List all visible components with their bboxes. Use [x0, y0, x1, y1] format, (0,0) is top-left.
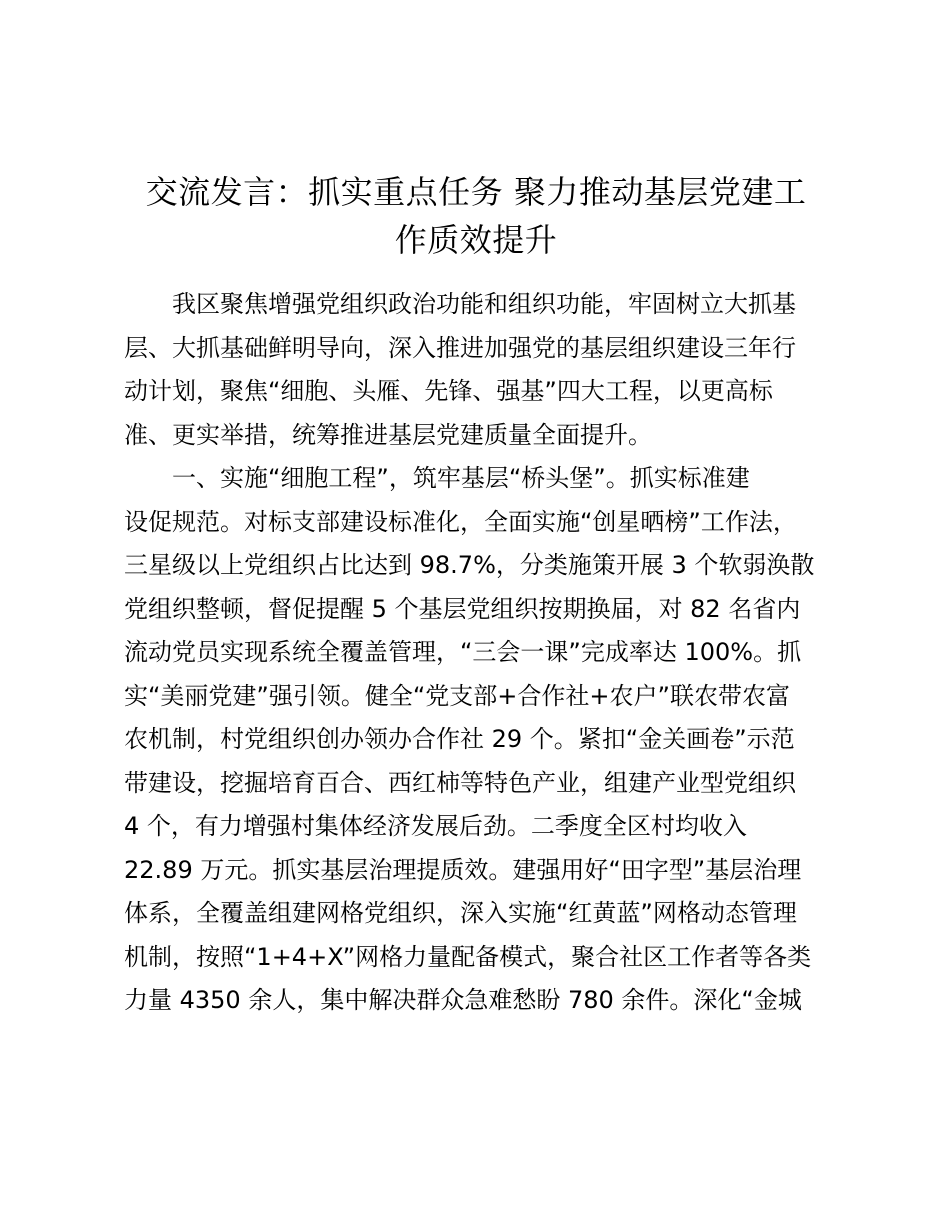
body-line: 动计划，聚焦“细胞、头雁、先锋、强基”四大工程，以更高标 [124, 377, 773, 405]
body-line: 农机制，村党组织创办领办合作社 29 个。紧扣“金关画卷”示范 [124, 725, 795, 753]
body-line: 我区聚焦增强党组织政治功能和组织功能，牢固树立大抓基 [172, 290, 796, 318]
body-line: 带建设，挖掘培育百合、西红柿等特色产业，组建产业型党组织 [124, 769, 796, 797]
body-line: 党组织整顿，督促提醒 5 个基层党组织按期换届，对 82 名省内 [124, 595, 801, 623]
body-line: 设促规范。对标支部建设标准化，全面实施“创星晒榜”工作法， [124, 508, 797, 536]
document-title [120, 168, 832, 264]
body-line: 一、实施“细胞工程”，筑牢基层“桥头堡”。抓实标准建 [172, 464, 750, 492]
body-line: 实“美丽党建”强引领。健全“党支部+合作社+农户”联农带农富 [124, 682, 790, 710]
title-line: 作质效提升 [394, 221, 558, 259]
body-line: 体系，全覆盖组建网格党组织，深入实施“红黄蓝”网格动态管理 [124, 899, 797, 927]
body-line: 三星级以上党组织占比达到 98.7%，分类施策开展 3 个软弱涣散 [124, 551, 815, 579]
body-line: 准、更实举措，统筹推进基层党建质量全面提升。 [124, 421, 652, 449]
title-line: 交流发言：抓实重点任务 聚力推动基层党建工 [145, 173, 807, 211]
body-line: 22.89 万元。抓实基层治理提质效。建强用好“田字型”基层治理 [124, 856, 802, 884]
body-line: 层、大抓基础鲜明导向，深入推进加强党的基层组织建设三年行 [124, 334, 796, 362]
body-line: 流动党员实现系统全覆盖管理，“三会一课”完成率达 100%。抓 [124, 638, 802, 666]
body-line: 力量 4350 余人，集中解决群众急难愁盼 780 余件。深化“金城 [124, 986, 802, 1014]
body-line: 机制，按照“1+4+X”网格力量配备模式，聚合社区工作者等各类 [124, 943, 812, 971]
body-line: 4 个，有力增强村集体经济发展后劲。二季度全区村均收入 [124, 812, 747, 840]
